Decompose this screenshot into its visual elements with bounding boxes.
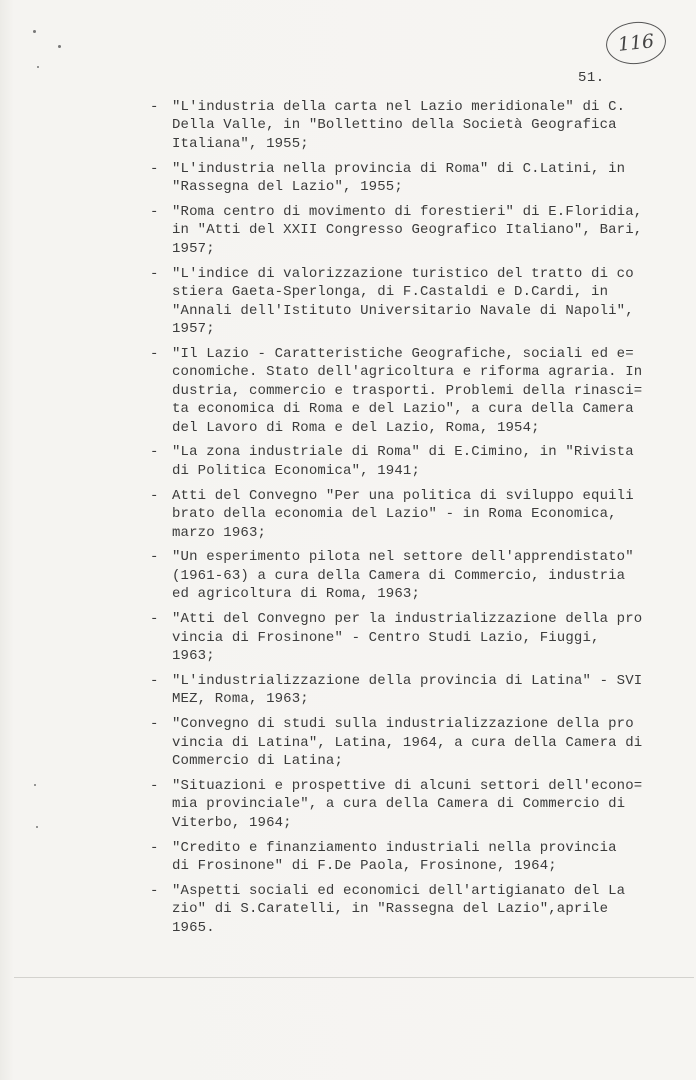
entry-text: "Un esperimento pilota nel settore dell'apprendistato" (1961-63) a cura della Camera di Commercio, industria ed agricoltura di Roma, 1963; — [172, 549, 634, 603]
entry-text: "L'industria nella provincia di Roma" di C.Latini, in "Rassegna del Lazio", 1955; — [172, 160, 626, 196]
entry-dash: - — [150, 345, 159, 362]
entry-dash: - — [150, 99, 159, 115]
paper-speck — [33, 30, 36, 33]
bibliography-entry — [150, 610, 650, 665]
entry-dash: - — [150, 777, 159, 794]
entry-dash: - — [150, 204, 159, 221]
bibliography-entry — [150, 672, 650, 709]
archive-stamp-number: 116 — [616, 30, 656, 56]
entry-dash: - — [150, 487, 159, 504]
entry-dash: - — [150, 444, 159, 461]
entry-dash: - — [150, 611, 159, 628]
page-number: 51. — [578, 70, 605, 86]
entry-text: "Il Lazio - Caratteristiche Geografiche, sociali ed e= conomiche. Stato dell'agricoltura e riforma agraria. In dustria, commercio e trasporti. Problemi della rinasci= ta economica di Roma e del Lazio", a cura della Camera del Lavoro di Roma e del Lazio, Roma, 1954; — [172, 345, 643, 436]
bibliography-entry — [150, 443, 650, 480]
bibliography-list — [150, 98, 650, 944]
paper-speck — [37, 66, 39, 68]
bibliography-entry — [150, 98, 650, 153]
entry-text: "Credito e finanziamento industriali nella provincia di Frosinone" di F.De Paola, Frosinone, 1964; — [172, 839, 617, 875]
bibliography-entry — [150, 548, 650, 603]
entry-dash: - — [150, 265, 159, 282]
bibliography-entry — [150, 777, 650, 832]
archive-stamp — [604, 19, 668, 67]
bibliography-entry — [150, 203, 650, 258]
bibliography-entry — [150, 882, 650, 937]
paper-speck — [34, 784, 36, 786]
entry-text: "Roma centro di movimento di forestieri" di E.Floridia, in "Atti del XXII Congresso Geografico Italiano", Bari, 1957; — [172, 204, 643, 257]
entry-text: "L'industrializzazione della provincia di Latina" - SVI MEZ, Roma, 1963; — [172, 672, 643, 708]
paper-speck — [58, 45, 61, 48]
entry-text: "L'industria della carta nel Lazio meridionale" di C. Della Valle, in "Bollettino della Società Geografica Italiana", 1955; — [172, 99, 626, 152]
bibliography-entry — [150, 715, 650, 770]
bibliography-entry — [150, 160, 650, 197]
entry-dash: - — [150, 716, 159, 733]
entry-dash: - — [150, 882, 159, 899]
bibliography-entry — [150, 345, 650, 437]
entry-dash: - — [150, 672, 159, 689]
entry-text: "Atti del Convegno per la industrializzazione della pro vincia di Frosinone" - Centro Studi Lazio, Fiuggi, 1963; — [172, 611, 643, 664]
bibliography-entry — [150, 839, 650, 876]
entry-text: "L'indice di valorizzazione turistico del tratto di co stiera Gaeta-Sperlonga, di F.Castaldi e D.Cardi, in "Annali dell'Istituto Universitario Navale di Napoli", 1957; — [172, 265, 634, 337]
entry-text: "La zona industriale di Roma" di E.Cimino, in "Rivista di Politica Economica", 1941; — [172, 444, 634, 479]
entry-text: "Aspetti sociali ed economici dell'artigianato del La zio" di S.Caratelli, in "Rassegna del Lazio",aprile 1965. — [172, 882, 626, 936]
paper-speck — [36, 826, 38, 828]
entry-text: "Convegno di studi sulla industrializzazione della pro vincia di Latina", Latina, 1964, a cura della Camera di Commercio di Latina; — [172, 716, 643, 769]
entry-text: "Situazioni e prospettive di alcuni settori dell'econo= mia provinciale", a cura della Camera di Commercio di Viterbo, 1964; — [172, 777, 643, 831]
page-bottom-rule — [14, 977, 694, 978]
bibliography-entry — [150, 265, 650, 339]
bibliography-entry — [150, 487, 650, 542]
entry-dash: - — [150, 549, 159, 566]
entry-dash: - — [150, 160, 159, 177]
entry-text: Atti del Convegno "Per una politica di sviluppo equili brato della economia del Lazio" - in Roma Economica, marzo 1963; — [172, 487, 634, 541]
entry-dash: - — [150, 839, 159, 856]
